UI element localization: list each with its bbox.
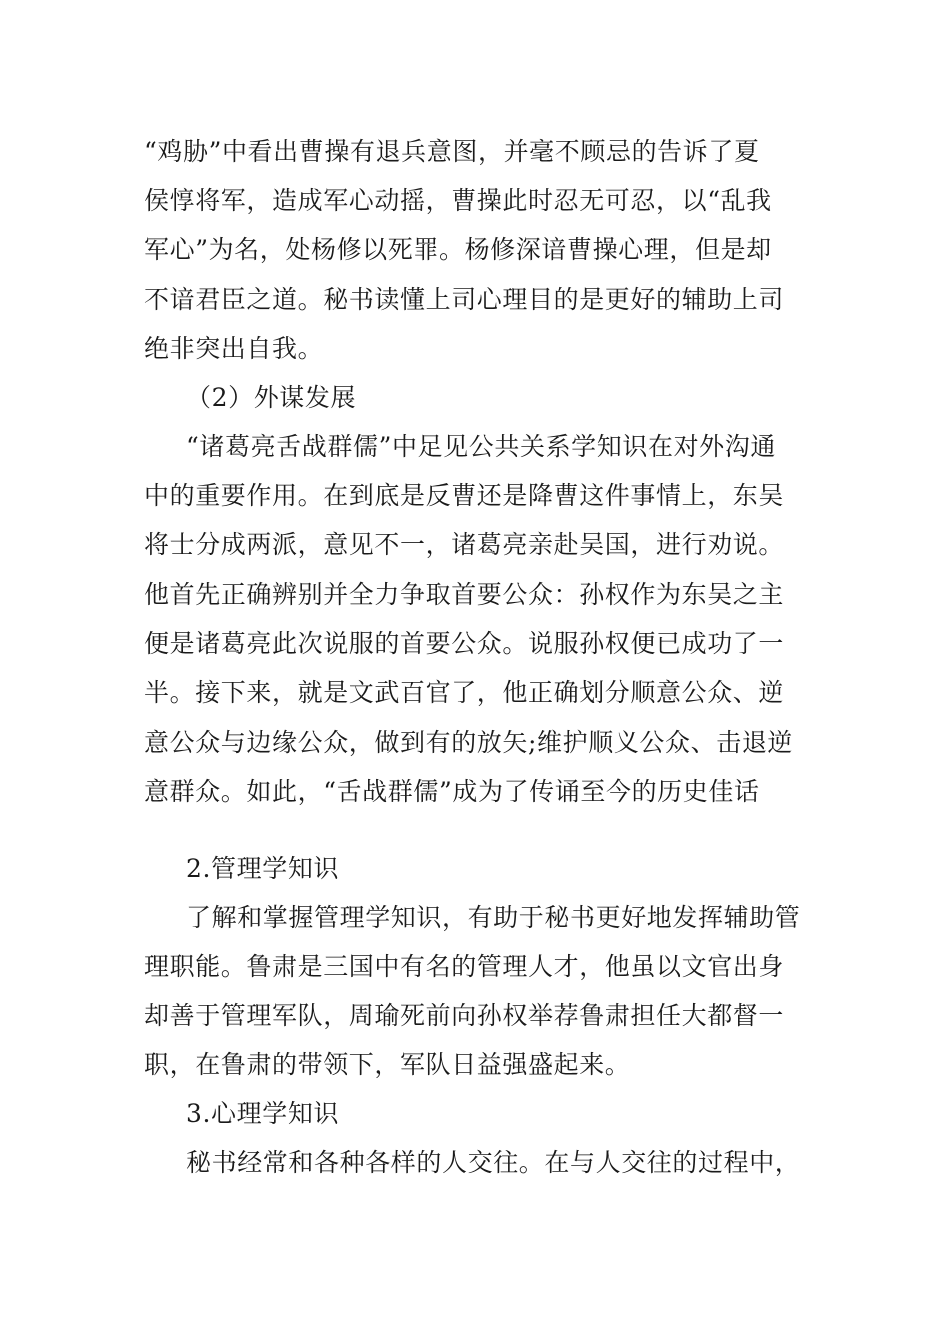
text-line-1: “鸡胁”中看出曹操有退兵意图，并毫不顾忌的告诉了夏 bbox=[144, 137, 760, 166]
text-line-4: 不谙君臣之道。秘书读懂上司心理目的是更好的辅助上司 bbox=[144, 285, 785, 314]
text-line-19: 职，在鲁肃的带领下，军队日益强盛起来。 bbox=[144, 1050, 631, 1079]
text-line-11: 便是诸葛亮此次说服的首要公众。说服孙权便已成功了一 bbox=[144, 629, 785, 658]
text-line-17: 理职能。鲁肃是三国中有名的管理人才，他虽以文官出身 bbox=[144, 952, 785, 981]
text-line-18: 却善于管理军队，周瑜死前向孙权举荐鲁肃担任大都督一 bbox=[144, 1001, 785, 1030]
text-line-5: 绝非突出自我。 bbox=[144, 334, 324, 363]
text-line-2: 侯惇将军，造成军心动摇，曹操此时忍无可忍，以“乱我 bbox=[144, 186, 772, 215]
paragraph-start-zhuge: “诸葛亮舌战群儒”中足见公共关系学知识在对外沟通 bbox=[186, 432, 776, 461]
paragraph-start-management: 了解和掌握管理学知识，有助于秘书更好地发挥辅助管 bbox=[186, 903, 801, 932]
section-heading-psychology: 3.心理学知识 bbox=[186, 1099, 340, 1128]
paragraph-start-psychology: 秘书经常和各种各样的人交往。在与人交往的过程中， bbox=[186, 1148, 801, 1177]
text-line-8: 中的重要作用。在到底是反曹还是降曹这件事情上，东吴 bbox=[144, 481, 785, 510]
text-line-9: 将士分成两派，意见不一，诸葛亮亲赴吴国，进行劝说。 bbox=[144, 530, 785, 559]
section-heading-management: 2.管理学知识 bbox=[186, 854, 340, 883]
text-line-10: 他首先正确辨别并全力争取首要公众：孙权作为东吴之主 bbox=[144, 580, 785, 609]
text-line-12: 半。接下来，就是文武百官了，他正确划分顺意公众、逆 bbox=[144, 678, 785, 707]
text-line-14: 意群众。如此，“舌战群儒”成为了传诵至今的历史佳话 bbox=[144, 777, 760, 806]
section-heading-external: （2）外谋发展 bbox=[186, 383, 357, 412]
text-line-3: 军心”为名，处杨修以死罪。杨修深谙曹操心理，但是却 bbox=[144, 235, 772, 264]
text-line-13: 意公众与边缘公众，做到有的放矢;维护顺义公众、击退逆 bbox=[144, 728, 794, 757]
